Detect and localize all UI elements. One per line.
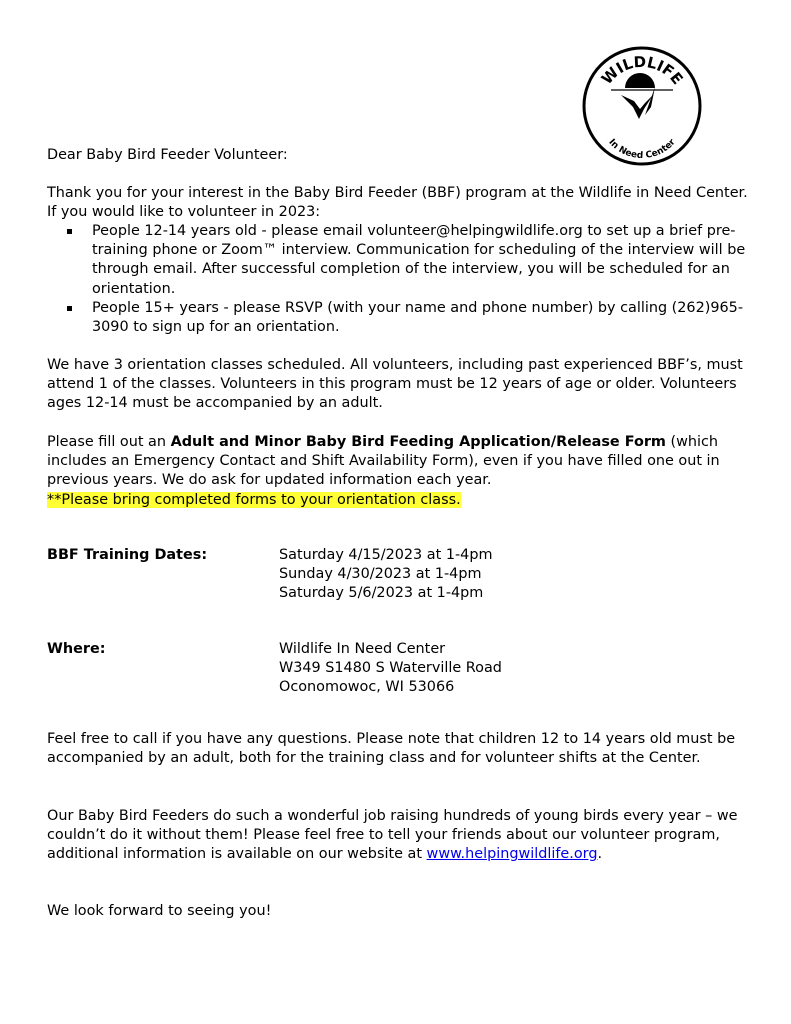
training-date: Sunday 4/30/2023 at 1-4pm [279,566,482,583]
orientation-paragraph: We have 3 orientation classes scheduled. All volunteers, including past experienced BBF’s, must attend 1 of the classes. Volunteers in this program must be 12 years of age or older. Volunteers ages 12-14 must be accompanied by an adult. [47,357,743,412]
list-item: People 12-14 years old - please email volunteer@helpingwildlife.org to set up a brief pre-training phone or Zoom™ interview. Communication for scheduling of the interview will be through email. After successful completion of the interview, you will be scheduled for an orientation. [47,222,759,299]
address-line: Oconomowoc, WI 53066 [279,679,455,696]
training-dates-label: BBF Training Dates: [47,547,208,563]
list-item: People 15+ years - please RSVP (with your name and phone number) by calling (262)965-3090 to sign up for an orientation. [47,299,759,337]
eligibility-list [47,222,759,337]
bullet-icon [67,229,72,234]
training-dates-list [279,546,492,604]
training-date: Saturday 4/15/2023 at 1-4pm [279,547,493,563]
form-name: Adult and Minor Baby Bird Feeding Application/Release Form [170,434,666,450]
training-date: Saturday 5/6/2023 at 1-4pm [279,585,484,602]
where-label: Where: [47,641,106,657]
form-paragraph: Please fill out an Adult and Minor Baby Bird Feeding Application/Release Form (which includes an Emergency Contact and Shift Availability Form), even if you have filled one out in previous years. We do ask for updated information each year. **Please bring completed forms to your orientation class. [47,434,720,508]
address [279,640,502,698]
salutation: Dear Baby Bird Feeder Volunteer: [47,147,288,163]
bullet-icon [67,306,72,311]
logo-top-text: WILDLIFE [597,52,687,89]
questions-paragraph: Feel free to call if you have any questions. Please note that children 12 to 14 years old must be accompanied by an adult, both for the training class and for volunteer shifts at the Center. [47,731,736,767]
intro-paragraph: Thank you for your interest in the Baby Bird Feeder (BBF) program at the Wildlife in Need Center. If you would like to volunteer in 2023: [47,185,748,221]
website-link[interactable]: www.helpingwildlife.org [426,846,598,863]
highlight-note: **Please bring completed forms to your orientation class. [47,491,461,508]
logo-bottom-text: In Need Center [606,137,678,162]
closing-paragraph: Our Baby Bird Feeders do such a wonderful job raising hundreds of young birds every year – we couldn’t do it without them! Please feel free to tell your friends about our volunteer program, additional information is available on our website at www.helpingwildlife.org. [47,808,738,863]
address-line: W349 S1480 S Waterville Road [279,660,502,677]
signoff: We look forward to seeing you! [47,903,272,919]
address-line: Wildlife In Need Center [279,641,446,657]
